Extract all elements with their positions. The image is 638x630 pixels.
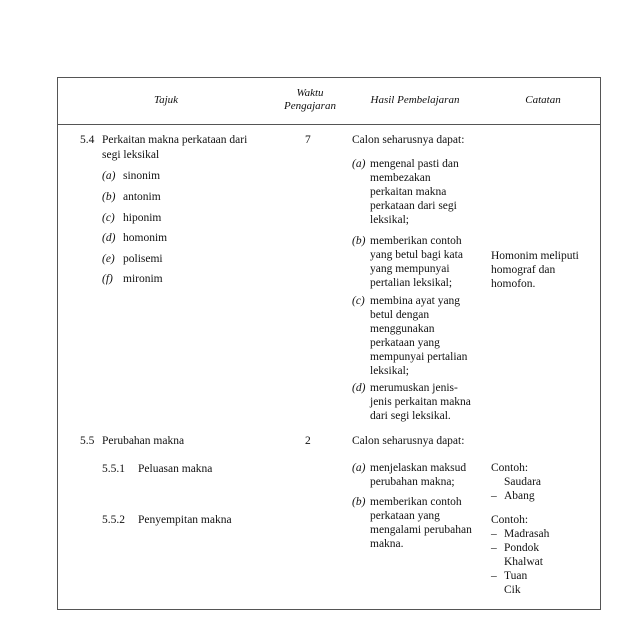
- subtopic-label: (d): [102, 232, 116, 244]
- dash-marker: –: [491, 490, 497, 502]
- outcome-label: (b): [352, 235, 366, 247]
- example-word: Saudara: [504, 476, 542, 488]
- outcome-line: pertalian leksikal;: [370, 277, 453, 289]
- outcome-line: jenis perkaitan makna: [370, 396, 471, 408]
- row2-catatan-example2: [491, 513, 599, 597]
- outcome-label: (b): [352, 496, 366, 508]
- dash-marker: [491, 475, 504, 489]
- example-word: Abang: [504, 490, 535, 502]
- outcome-line: perkataan dari segi: [370, 200, 457, 212]
- outcome-line: perkataan yang: [370, 510, 440, 522]
- subtopic-text: polisemi: [123, 253, 163, 265]
- subtopic-item: [102, 211, 162, 225]
- subtopic-label: (a): [102, 170, 116, 182]
- catatan-line: homograf dan: [491, 264, 556, 276]
- outcome-line: memberikan contoh: [370, 496, 462, 508]
- dash-marker: –: [491, 542, 497, 554]
- row1-title-line2: segi leksikal: [102, 149, 160, 161]
- row1-intro: Calon seharusnya dapat:: [352, 134, 465, 146]
- outcome-item: [352, 157, 484, 227]
- outcome-label: (c): [352, 295, 365, 307]
- subtopic-item: [102, 169, 161, 183]
- dash-marker: [491, 583, 504, 597]
- subtopic-item: [102, 231, 168, 245]
- outcome-line: perkaitan makna: [370, 186, 447, 198]
- outcome-line: leksikal;: [370, 365, 409, 377]
- row1-waktu: 7: [305, 134, 311, 146]
- outcome-line: menggunakan: [370, 323, 435, 335]
- outcome-line: leksikal;: [370, 214, 409, 226]
- row2-intro: Calon seharusnya dapat:: [352, 435, 465, 447]
- outcome-line: betul dengan: [370, 309, 430, 321]
- outcome-line: mengalami perubahan: [370, 524, 472, 536]
- row2-sub1-text: Peluasan makna: [138, 463, 213, 475]
- header-divider: [57, 124, 601, 125]
- outcome-line: dari segi leksikal.: [370, 410, 451, 422]
- outcome-line: membina ayat yang: [370, 295, 461, 307]
- subtopic-text: antonim: [123, 191, 161, 203]
- example-word: Pondok: [504, 542, 540, 554]
- subtopic-label: (c): [102, 212, 115, 224]
- outcome-line: makna.: [370, 538, 404, 550]
- header-catatan: Catatan: [525, 94, 561, 106]
- outcome-item: [352, 461, 484, 489]
- row2-sub2-text: Penyempitan makna: [138, 514, 232, 526]
- outcome-label: (a): [352, 462, 366, 474]
- example-word: Khalwat: [504, 556, 543, 568]
- subtopic-text: sinonim: [123, 170, 161, 182]
- header-waktu-line2: Pengajaran: [284, 100, 336, 112]
- header-tajuk: Tajuk: [153, 94, 179, 106]
- row2-number: 5.5: [80, 435, 95, 447]
- outcome-line: yang betul bagi kata: [370, 249, 463, 261]
- outcome-line: membezakan: [370, 172, 431, 184]
- outcome-label: (a): [352, 158, 366, 170]
- outcome-line: memberikan contoh: [370, 235, 462, 247]
- subtopic-text: hiponim: [123, 212, 162, 224]
- row1-catatan: [491, 249, 599, 291]
- row2-sub1-number: 5.5.1: [102, 463, 125, 475]
- row2-waktu: 2: [305, 435, 311, 447]
- subtopic-text: homonim: [123, 232, 168, 244]
- outcome-line: yang mempunyai: [370, 263, 450, 275]
- outcome-item: [352, 495, 484, 551]
- row1-title-line1: Perkaitan makna perkataan dari: [102, 134, 248, 146]
- outcome-line: mengenal pasti dan: [370, 158, 459, 170]
- catatan-line: homofon.: [491, 278, 536, 290]
- outcome-line: mempunyai pertalian: [370, 351, 468, 363]
- header-hasil: Hasil Pembelajaran: [370, 94, 460, 106]
- row2-catatan-example1: [491, 461, 599, 503]
- row2-sub2-number: 5.5.2: [102, 514, 125, 526]
- catatan-line: Homonim meliputi: [491, 250, 579, 262]
- row1-number: 5.4: [80, 134, 95, 146]
- outcome-item: [352, 234, 484, 290]
- subtopic-label: (b): [102, 191, 116, 203]
- outcome-line: menjelaskan maksud: [370, 462, 467, 474]
- subtopic-item: [102, 252, 163, 266]
- outcome-label: (d): [352, 382, 366, 394]
- row2-title: Perubahan makna: [102, 435, 185, 447]
- example-word: Madrasah: [504, 528, 550, 540]
- subtopic-item: [102, 190, 161, 204]
- subtopic-item: [102, 272, 163, 286]
- catatan-title: Contoh:: [491, 514, 529, 526]
- outcome-item: [352, 381, 484, 423]
- outcome-line: perubahan makna;: [370, 476, 455, 488]
- outcome-line: perkataan yang: [370, 337, 440, 349]
- header-waktu-line1: Waktu: [296, 87, 324, 99]
- header-waktu: [275, 87, 345, 113]
- outcome-item: [352, 294, 484, 378]
- subtopic-label: (e): [102, 253, 115, 265]
- example-word: Tuan: [504, 570, 528, 582]
- subtopic-text: mironim: [123, 273, 163, 285]
- subtopic-label: (f): [102, 273, 113, 285]
- outcome-line: merumuskan jenis-: [370, 382, 458, 394]
- dash-marker: –: [491, 570, 497, 582]
- example-word: Cik: [504, 584, 521, 596]
- dash-marker: –: [491, 528, 497, 540]
- dash-marker: [491, 555, 504, 569]
- catatan-title: Contoh:: [491, 462, 529, 474]
